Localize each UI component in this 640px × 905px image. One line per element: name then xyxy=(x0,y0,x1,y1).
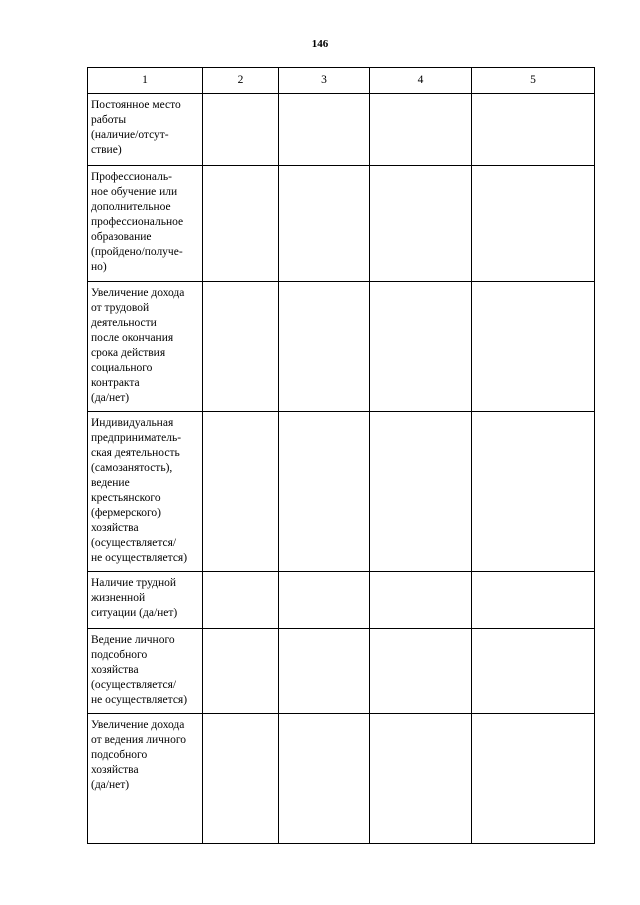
table-cell xyxy=(279,629,370,714)
table-cell xyxy=(472,572,595,629)
column-header-4: 4 xyxy=(370,68,472,94)
table-cell xyxy=(472,94,595,166)
table-cell xyxy=(370,572,472,629)
row-label-text: Увеличение дохода от трудовой деятельности после окончания срока действия социального контракта (да/нет) xyxy=(91,287,185,404)
table-row xyxy=(88,282,595,412)
row-label xyxy=(88,94,203,166)
table-cell xyxy=(370,166,472,282)
table-cell xyxy=(370,282,472,412)
table-cell xyxy=(472,412,595,572)
table-cell xyxy=(472,166,595,282)
table-cell xyxy=(203,282,279,412)
row-label xyxy=(88,714,203,844)
table-cell xyxy=(370,629,472,714)
column-header-1: 1 xyxy=(88,68,203,94)
row-label xyxy=(88,282,203,412)
assessment-table xyxy=(87,67,595,844)
row-label-text: Наличие трудной жизненной ситуации (да/нет) xyxy=(91,577,178,619)
table-cell xyxy=(279,572,370,629)
row-label xyxy=(88,629,203,714)
page-number: 146 xyxy=(311,38,329,50)
row-label-text: Индивидуальная предприниматель- ская деятельность (самозанятость), ведение крестьянского (фермерского) хозяйства (осуществляется/ не осуществляется) xyxy=(91,417,188,564)
row-label-text: Профессиональ- ное обучение или дополнительное профессиональное образование (пройдено/получе- но) xyxy=(91,171,184,273)
row-label-text: Ведение личного подсобного хозяйства (осуществляется/ не осуществляется) xyxy=(91,634,188,706)
column-header-2: 2 xyxy=(203,68,279,94)
column-header-3: 3 xyxy=(279,68,370,94)
row-label xyxy=(88,412,203,572)
table-cell xyxy=(370,94,472,166)
table-cell xyxy=(203,94,279,166)
table-cell xyxy=(279,282,370,412)
table-cell xyxy=(472,629,595,714)
row-label-text: Увеличение дохода от ведения личного подсобного хозяйства (да/нет) xyxy=(91,719,187,791)
table-cell xyxy=(472,282,595,412)
table-cell xyxy=(203,629,279,714)
row-label xyxy=(88,166,203,282)
table-row xyxy=(88,714,595,844)
row-label xyxy=(88,572,203,629)
table-row xyxy=(88,166,595,282)
table-row xyxy=(88,412,595,572)
table-cell xyxy=(279,714,370,844)
table-cell xyxy=(279,412,370,572)
table-cell xyxy=(279,94,370,166)
table-row xyxy=(88,629,595,714)
table-cell xyxy=(203,572,279,629)
table-row xyxy=(88,572,595,629)
table-cell xyxy=(203,412,279,572)
table-cell xyxy=(203,714,279,844)
table-cell xyxy=(279,166,370,282)
table-cell xyxy=(472,714,595,844)
table-header-row xyxy=(88,68,595,94)
table-cell xyxy=(370,412,472,572)
row-label-text: Постоянное место работы (наличие/отсут- ствие) xyxy=(91,99,181,156)
column-header-5: 5 xyxy=(472,68,595,94)
table-cell xyxy=(203,166,279,282)
table-cell xyxy=(370,714,472,844)
table-row xyxy=(88,94,595,166)
